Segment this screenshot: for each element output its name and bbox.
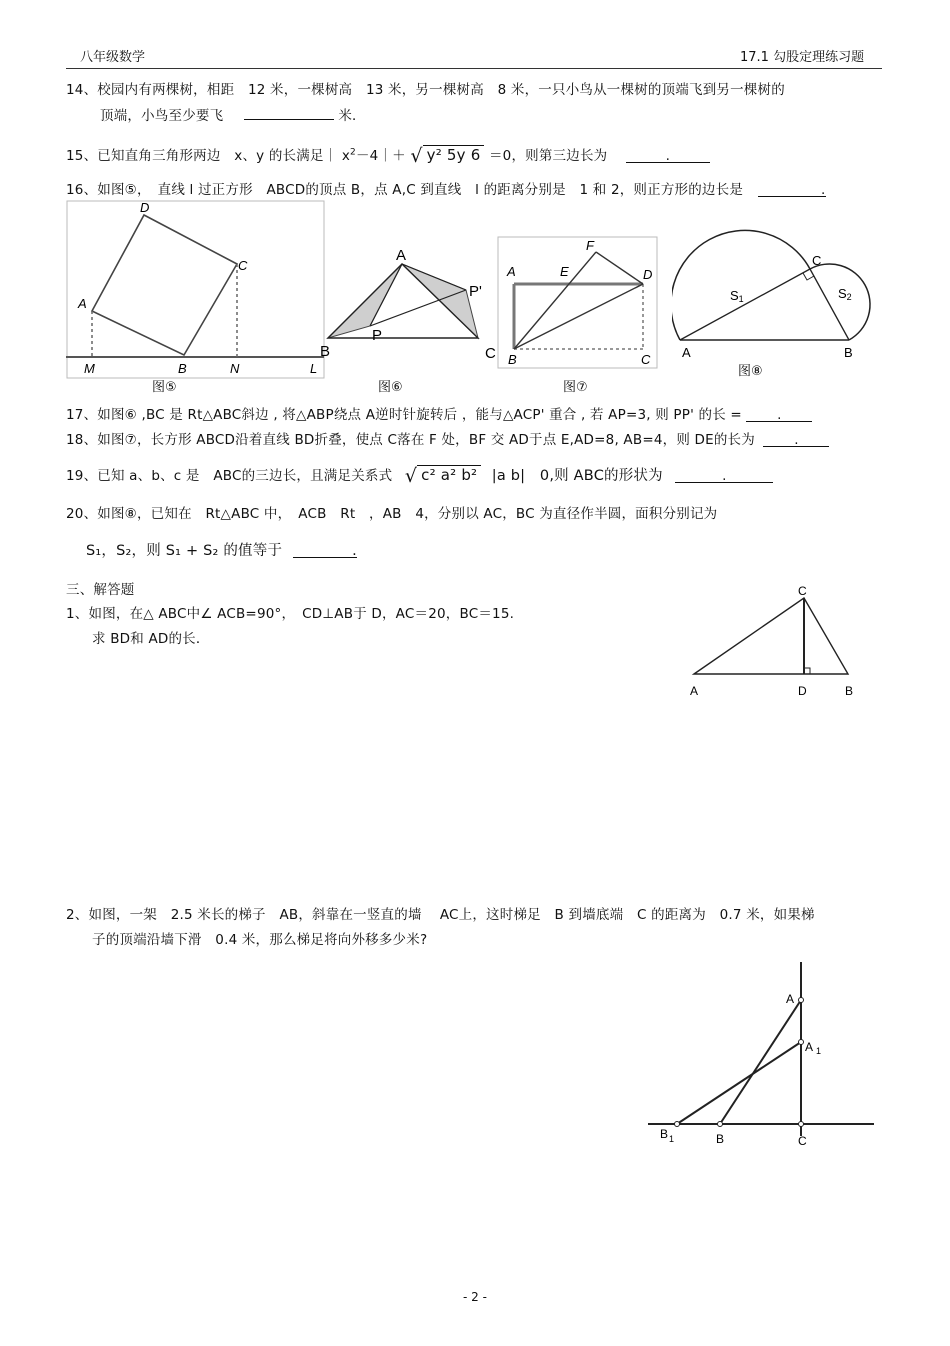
fig7-label-d: D [643,267,653,282]
p2-ladder-a1b1 [677,1042,801,1124]
q20-b: S₁，S₂，则 S₁ + S₂ 的值等于 [86,543,283,559]
fig5-label-b: B [178,361,187,376]
q18-text: 18、如图⑦，长方形 ABCD沿着直线 BD折叠，使点 C落在 F 处，BF 交 AD于点 E,AD=8, AB=4，则 DE的长为 [66,432,755,448]
p2-ladder-ab [720,1000,801,1124]
q18-blank[interactable]: . [763,432,829,447]
q19-b: |a b| 0,则 ABC的形状为 [491,468,663,484]
p2-line2: 子的顶端沿墙下滑 0.4 米，那么梯足将向外移多少米? [92,932,428,948]
p1-figure [686,582,861,702]
header-right: 17.1 勾股定理练习题 [740,50,865,65]
fig6-label-p: P [372,327,383,344]
fig8-label-a: A [682,345,691,360]
q19-radical-sign: √ [404,465,418,487]
q16 [66,178,826,198]
fig8-label-c: C [812,253,822,268]
fig5-label-d: D [140,200,150,215]
q14-line2 [100,104,366,124]
fig5-caption: 图⑤ [152,380,177,395]
header-rule [66,68,882,69]
q15-c: ＝0，则第三边长为 [488,148,608,164]
q15-b: －4｜＋ [355,148,406,164]
q15-blank[interactable]: . [626,148,710,163]
fig5-label-c: C [238,258,248,273]
p1-line1: 1、如图，在△ ABC中∠ ACB=90°， CD⊥AB于 D，AC＝20，BC＝15. [66,606,515,622]
q20-blank[interactable]: . [293,543,357,558]
fig5-label-a: A [78,296,87,311]
fig7-segment-fd [596,252,643,284]
figure-8 [672,212,887,364]
fig8-label-s2: S2 [838,286,852,302]
fig7-label-c: C [641,352,651,367]
q16-blank[interactable]: . [758,182,826,197]
q20-line1: 20、如图⑧，已知在 Rt△ABC 中， ACB Rt ，AB 4，分别以 AC，BC 为直径作半圆，面积分别记为 [66,506,718,522]
p2-label-b: B [716,1132,725,1146]
p2-line1: 2、如图，一架 2.5 米长的梯子 AB，斜靠在一竖直的墙 AC上，这时梯足 B 到墙底端 C 的距离为 0.7 米，如果梯 [66,907,815,923]
figure-7 [497,236,659,370]
q19 [66,464,773,487]
p1-label-b: B [845,684,854,698]
q17-text: 17、如图⑥ ,BC 是 Rt△ABC斜边 , 将△ABP绕点 A逆时针旋转后 ，能与△ACP' 重合 , 若 AP=3, 则 PP' 的长 = [66,407,742,423]
fig6-label-p2: P' [469,283,482,300]
fig6-label-c: C [485,345,496,362]
q14-line2-end: 米． [338,108,366,124]
fig5-square [92,215,237,355]
q19-a: 19、已知 a、b、c 是 ABC的三边长，且满足关系式 [66,468,393,484]
p2-point-a1 [799,1040,804,1045]
fig5-label-m: M [84,361,95,376]
p2-point-a [799,998,804,1003]
fig7-segment-bf [514,252,596,349]
p2-label-a1: A $_1$ [805,1040,822,1056]
p2-label-b1: $B_1$ [660,1127,675,1144]
fig5-frame [67,201,324,378]
fig8-semicircle-bc [810,264,870,340]
fig8-semicircle-ac [672,230,810,340]
p2-figure [646,960,878,1156]
fig8-caption: 图⑧ [738,364,763,379]
page-number: - 2 - [463,1290,487,1304]
fig6-caption: 图⑥ [378,380,403,395]
p2-label-c: C [798,1134,807,1148]
p1-label-c: C [798,584,807,598]
q15-radicand: y² 5y 6 [423,145,485,164]
fig5-label-l: L [310,361,318,376]
p1-triangle-abc [694,598,848,674]
p2-label-a: A [786,992,795,1006]
q18 [66,428,829,448]
fig7-label-a: A [507,264,516,279]
q17 [66,403,812,423]
p1-label-a: A [690,684,699,698]
q15-sup: 2 [350,147,356,158]
fig7-label-e: E [560,264,569,279]
q17-blank[interactable]: . [746,407,812,422]
fig6-label-b: B [320,343,331,360]
p2-point-b1 [675,1122,680,1127]
fig8-segment-ac [680,269,810,340]
p1-label-d: D [798,684,807,698]
p1-line2: 求 BD和 AD的长． [92,631,210,647]
q15-a: 15、已知直角三角形两边 x、y 的长满足｜ x [66,148,351,164]
q20-line2 [86,539,357,560]
fig8-segment-bc [810,269,849,340]
q14-line1: 14、校园内有两棵树，相距 12 米，一棵树高 13 米，另一棵树高 8 米，一只小鸟从一棵树的顶端飞到另一棵树的 [66,82,785,98]
q15-radical-sign: √ [410,145,423,167]
q14-blank[interactable] [244,105,334,120]
fig7-label-f: F [586,238,594,253]
q19-radicand: c² a² b² [417,465,481,484]
q19-blank[interactable]: . [675,468,773,483]
p2-point-c [799,1122,804,1127]
q16-text: 16、如图⑤， 直线 l 过正方形 ABCD的顶点 B，点 A,C 到直线 l 的距离分别是 1 和 2，则正方形的边长是 [66,182,744,198]
fig8-label-s1: S1 [730,288,744,304]
header-left: 八年级数学 [80,50,146,65]
figure-5 [66,200,326,380]
q15 [66,144,710,167]
fig7-caption: 图⑦ [563,380,588,395]
section3-title: 三、解答题 [66,582,135,598]
fig8-label-b: B [844,345,853,360]
fig6-label-a: A [396,247,407,264]
fig5-label-n: N [230,361,240,376]
fig7-diagonal-bd [514,284,643,349]
p2-point-b [718,1122,723,1127]
q14-line2-text: 顶端，小鸟至少要飞 [100,108,224,124]
figure-6 [318,244,508,364]
fig7-label-b: B [508,352,517,367]
